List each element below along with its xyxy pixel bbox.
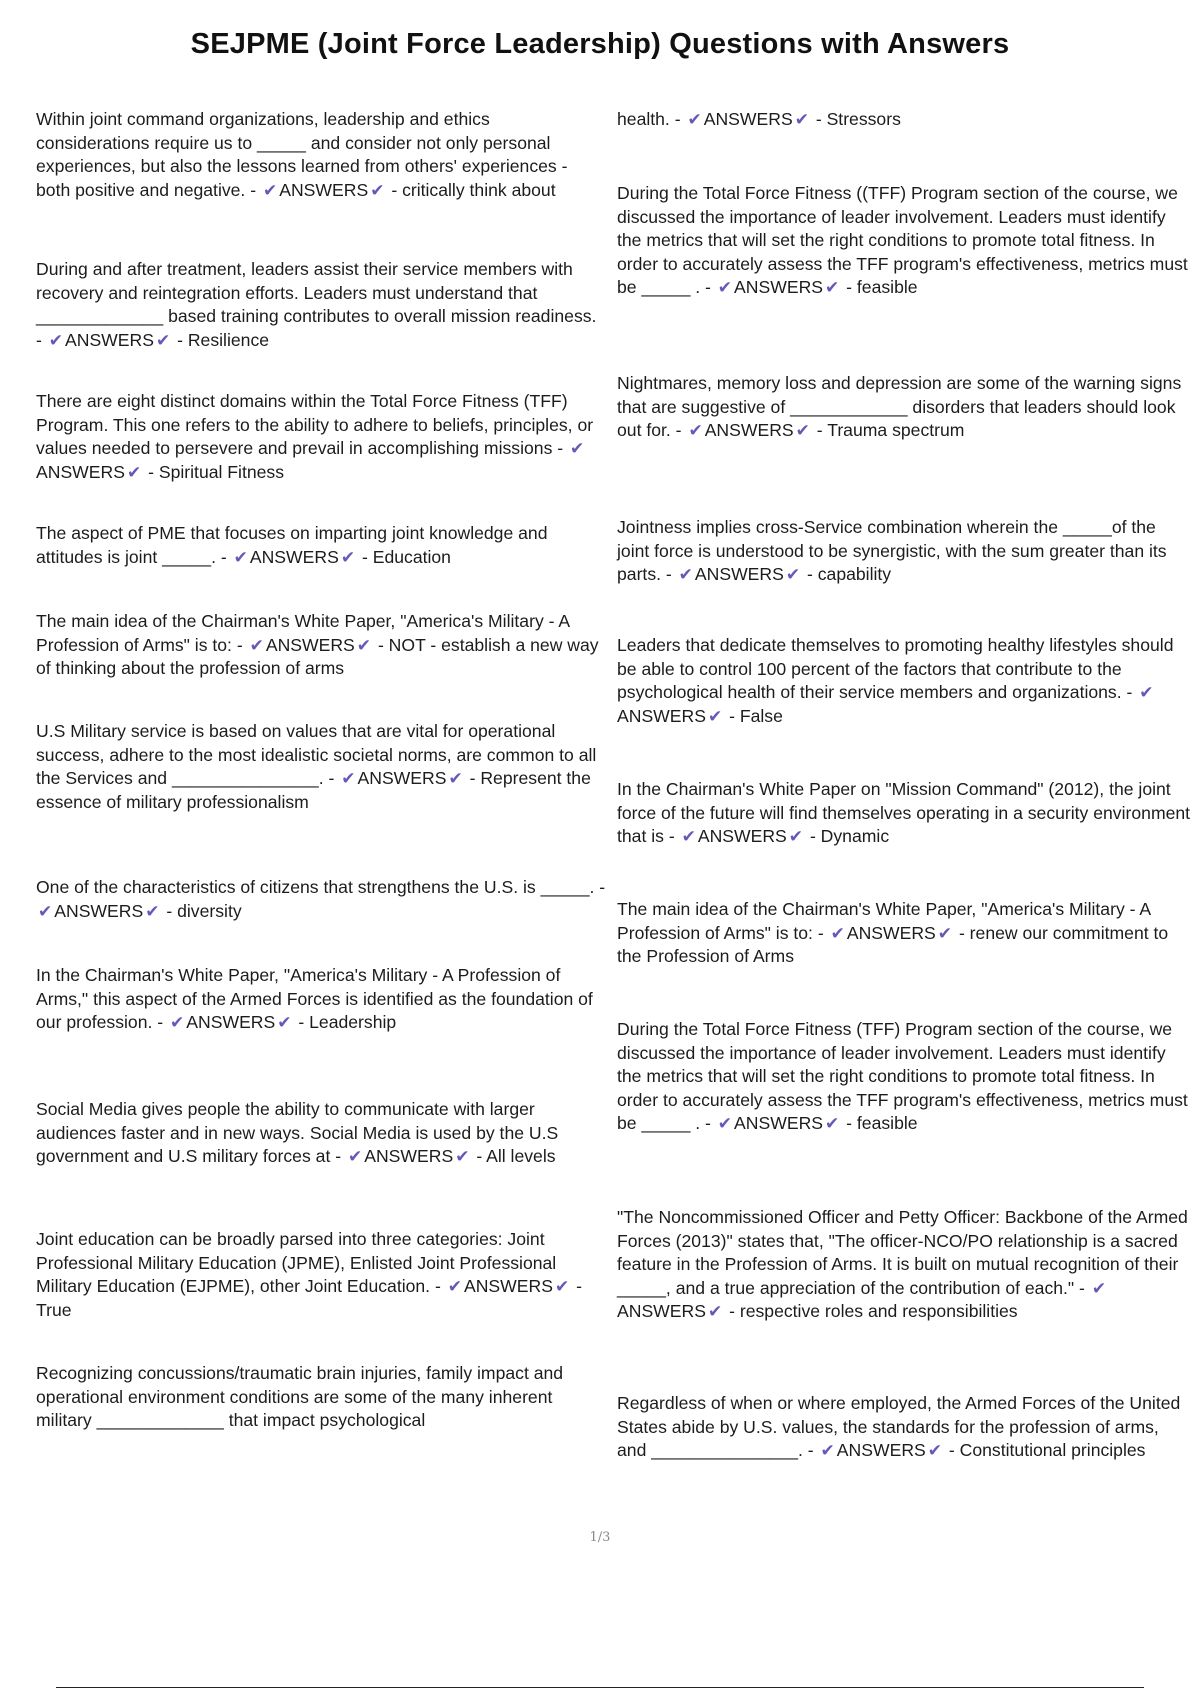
check-icon: ✔	[825, 278, 840, 297]
answer-text: - Leadership	[298, 1012, 397, 1032]
answers-label: ANSWERS	[617, 705, 706, 726]
check-icon: ✔	[38, 901, 53, 921]
check-icon: ✔	[687, 110, 702, 129]
answers-label: ANSWERS	[357, 768, 447, 788]
check-icon: ✔	[927, 1441, 943, 1460]
answer-text: - feasible	[846, 1113, 918, 1133]
question-text: The main idea of the Chairman's White Paper, "America's Military - A Profession of Arms" is to: -	[36, 611, 570, 655]
check-icon: ✔	[830, 923, 845, 943]
question-text: Recognizing concussions/traumatic brain injuries, family impact and operational environment conditions are some of the many inherent military _____________ that impact psychological	[36, 1363, 564, 1430]
qa-item	[36, 1098, 606, 1169]
question-text: "The Noncommissioned Officer and Petty Officer: Backbone of the Armed Forces (2013)" states that, "The officer-NCO/PO relationship is a sacred feature in the Profession of Arms. It is built on mutual recognition of their _____, and a true appreciation of the contribution of each." -	[617, 1207, 1188, 1298]
check-icon: ✔	[707, 1302, 723, 1321]
page-number: 1/3	[589, 1530, 611, 1545]
answers-label: ANSWERS	[697, 826, 787, 846]
qa-item	[36, 876, 606, 923]
answer-text: - diversity	[166, 900, 242, 921]
qa-item	[36, 610, 606, 681]
qa-item	[36, 1362, 606, 1433]
check-icon: ✔	[788, 827, 804, 846]
check-icon: ✔	[340, 547, 356, 567]
answer-text: - Spiritual Fitness	[148, 461, 285, 482]
answer-text: - Education	[361, 546, 451, 567]
question-text: During and after treatment, leaders assist their service members with recovery and reintegration efforts. Leaders must understand that _____________ based training contributes to overall mission readiness. -	[36, 259, 597, 350]
check-icon: ✔	[277, 1013, 292, 1032]
answers-label: ANSWERS	[704, 420, 794, 440]
qa-item	[36, 522, 606, 569]
question-text: Regardless of when or where employed, the Armed Forces of the United States abide by U.S. values, the standards for the profession of arms, and _______________. -	[617, 1393, 1181, 1460]
check-icon: ✔	[717, 278, 733, 297]
check-icon: ✔	[233, 547, 248, 567]
page-title: SEJPME (Joint Force Leadership) Questions with Answers	[190, 28, 1010, 60]
qa-item	[617, 1206, 1192, 1324]
answers-label: ANSWERS	[734, 277, 824, 297]
question-text: Leaders that dedicate themselves to promoting healthy lifestyles should be able to control 100 percent of the factors that contribute to the psychological health of their service members and organizations. -	[617, 635, 1174, 702]
footer-divider	[56, 1687, 1144, 1688]
check-icon: ✔	[681, 827, 696, 846]
check-icon: ✔	[155, 330, 171, 350]
answers-label: ANSWERS	[186, 1012, 276, 1032]
qa-item	[617, 1018, 1192, 1136]
qa-item	[617, 898, 1192, 969]
answers-label: ANSWERS	[54, 900, 144, 921]
check-icon: ✔	[262, 180, 278, 200]
question-text: During the Total Force Fitness (TFF) Program section of the course, we discussed the importance of leader involvement. Leaders must identify the metrics that will set the right conditions to promote total fitness. In order to accurately assess the TFF program's effectiveness, metrics must be _____ . -	[617, 1019, 1188, 1133]
answer-text: - respective roles and responsibilities	[729, 1301, 1018, 1321]
answer-text: - All levels	[476, 1146, 556, 1166]
question-text: Jointness implies cross-Service combination wherein the _____of the joint force is understood to be synergistic, with the sum greater than its parts. -	[617, 517, 1167, 584]
check-icon: ✔	[370, 180, 385, 200]
answers-label: ANSWERS	[846, 922, 936, 943]
qa-item	[36, 964, 606, 1035]
check-icon: ✔	[356, 635, 372, 655]
check-icon: ✔	[1091, 1278, 1107, 1298]
answer-text: - critically think about	[391, 179, 556, 200]
question-text: health. -	[617, 109, 681, 129]
qa-item	[617, 372, 1192, 443]
check-icon: ✔	[145, 901, 160, 921]
qa-item	[617, 516, 1192, 587]
answer-text: - capability	[807, 564, 892, 584]
qa-item	[36, 258, 606, 352]
check-icon: ✔	[126, 462, 142, 482]
check-icon: ✔	[794, 110, 809, 129]
question-text: The main idea of the Chairman's White Paper, "America's Military - A Profession of Arms" is to: -	[617, 899, 1151, 943]
check-icon: ✔	[455, 1147, 470, 1166]
question-text: The aspect of PME that focuses on imparting joint knowledge and attitudes is joint _____. -	[36, 523, 548, 567]
answers-label: ANSWERS	[36, 461, 125, 482]
answer-text: - Dynamic	[809, 826, 890, 846]
check-icon: ✔	[249, 635, 264, 655]
qa-item	[36, 1228, 606, 1322]
answers-label: ANSWERS	[463, 1276, 553, 1296]
qa-item	[617, 182, 1192, 300]
check-icon: ✔	[447, 1277, 462, 1296]
answer-text: - Represent the essence of military professionalism	[36, 768, 591, 812]
check-icon: ✔	[170, 1013, 185, 1032]
check-icon: ✔	[825, 1114, 840, 1133]
qa-item	[617, 108, 1192, 132]
answer-text: - NOT - establish a new way of thinking about the profession of arms	[36, 634, 599, 678]
answers-label: ANSWERS	[65, 329, 154, 350]
answers-label: ANSWERS	[836, 1440, 926, 1460]
check-icon: ✔	[341, 769, 356, 788]
question-text: There are eight distinct domains within the Total Force Fitness (TFF) Program. This one refers to the ability to adhere to beliefs, principles, or values needed to persevere and prevail in accomplishing missions -	[36, 391, 594, 458]
question-text: Within joint command organizations, leadership and ethics considerations require us to _____ and consider not only personal experiences, but also the lessons learned from others' experiences - both positive and negative. -	[36, 109, 568, 200]
answers-label: ANSWERS	[734, 1113, 824, 1133]
qa-item	[617, 634, 1192, 728]
question-text: In the Chairman's White Paper, "America's Military - A Profession of Arms," this aspect of the Armed Forces is identified as the foundation of our profession. -	[36, 965, 593, 1032]
question-text: Joint education can be broadly parsed into three categories: Joint Professional Military Education (JPME), Enlisted Joint Professional Military Education (EJPME), other Joint Education. -	[36, 1229, 557, 1296]
question-text: U.S Military service is based on values that are vital for operational success, adhere to the most idealistic societal norms, are common to all the Services and _______________. -	[36, 721, 597, 788]
check-icon: ✔	[717, 1114, 733, 1133]
check-icon: ✔	[678, 565, 693, 584]
answer-text: - False	[729, 705, 783, 726]
check-icon: ✔	[48, 330, 63, 350]
check-icon: ✔	[820, 1441, 835, 1460]
answers-label: ANSWERS	[617, 1301, 706, 1321]
answer-text: - renew our commitment to the Profession of Arms	[617, 922, 1169, 966]
question-text: One of the characteristics of citizens that strengthens the U.S. is _____. -	[36, 877, 606, 897]
answers-label: ANSWERS	[249, 546, 339, 567]
answer-text: - Trauma spectrum	[816, 420, 965, 440]
check-icon: ✔	[707, 706, 723, 726]
qa-item	[617, 1392, 1192, 1463]
answer-text: - True	[36, 1276, 582, 1320]
qa-item	[36, 108, 606, 202]
question-text: In the Chairman's White Paper on "Mission Command" (2012), the joint force of the future will find themselves operating in a security environment that is -	[617, 779, 1191, 846]
answers-label: ANSWERS	[364, 1146, 454, 1166]
check-icon: ✔	[570, 439, 585, 458]
question-text: Social Media gives people the ability to communicate with larger audiences faster and in new ways. Social Media is used by the U.S government and U.S military forces at -	[36, 1099, 559, 1166]
question-text: Nightmares, memory loss and depression are some of the warning signs that are suggestive of ____________ disorders that leaders should look out for. -	[617, 373, 1182, 440]
answer-text: - Constitutional principles	[948, 1440, 1146, 1460]
answers-label: ANSWERS	[265, 634, 355, 655]
answers-label: ANSWERS	[694, 564, 784, 584]
check-icon: ✔	[937, 923, 953, 943]
check-icon: ✔	[795, 421, 810, 440]
check-icon: ✔	[1139, 683, 1154, 702]
answer-text: - Stressors	[815, 109, 901, 129]
question-text: During the Total Force Fitness ((TFF) Program section of the course, we discussed the importance of leader involvement. Leaders must identify the metrics that will set the right conditions to promote total fitness. In order to accurately assess the TFF program's effectiveness, metrics must be _____ . -	[617, 183, 1188, 297]
check-icon: ✔	[554, 1277, 570, 1296]
answer-text: - feasible	[846, 277, 918, 297]
answers-label: ANSWERS	[703, 109, 793, 129]
answers-label: ANSWERS	[279, 179, 369, 200]
check-icon: ✔	[785, 565, 801, 584]
check-icon: ✔	[347, 1147, 363, 1166]
answer-text: - Resilience	[177, 329, 270, 350]
qa-item	[36, 720, 606, 814]
check-icon: ✔	[688, 421, 703, 440]
qa-item	[617, 778, 1192, 849]
qa-item	[36, 390, 606, 484]
check-icon: ✔	[448, 769, 463, 788]
